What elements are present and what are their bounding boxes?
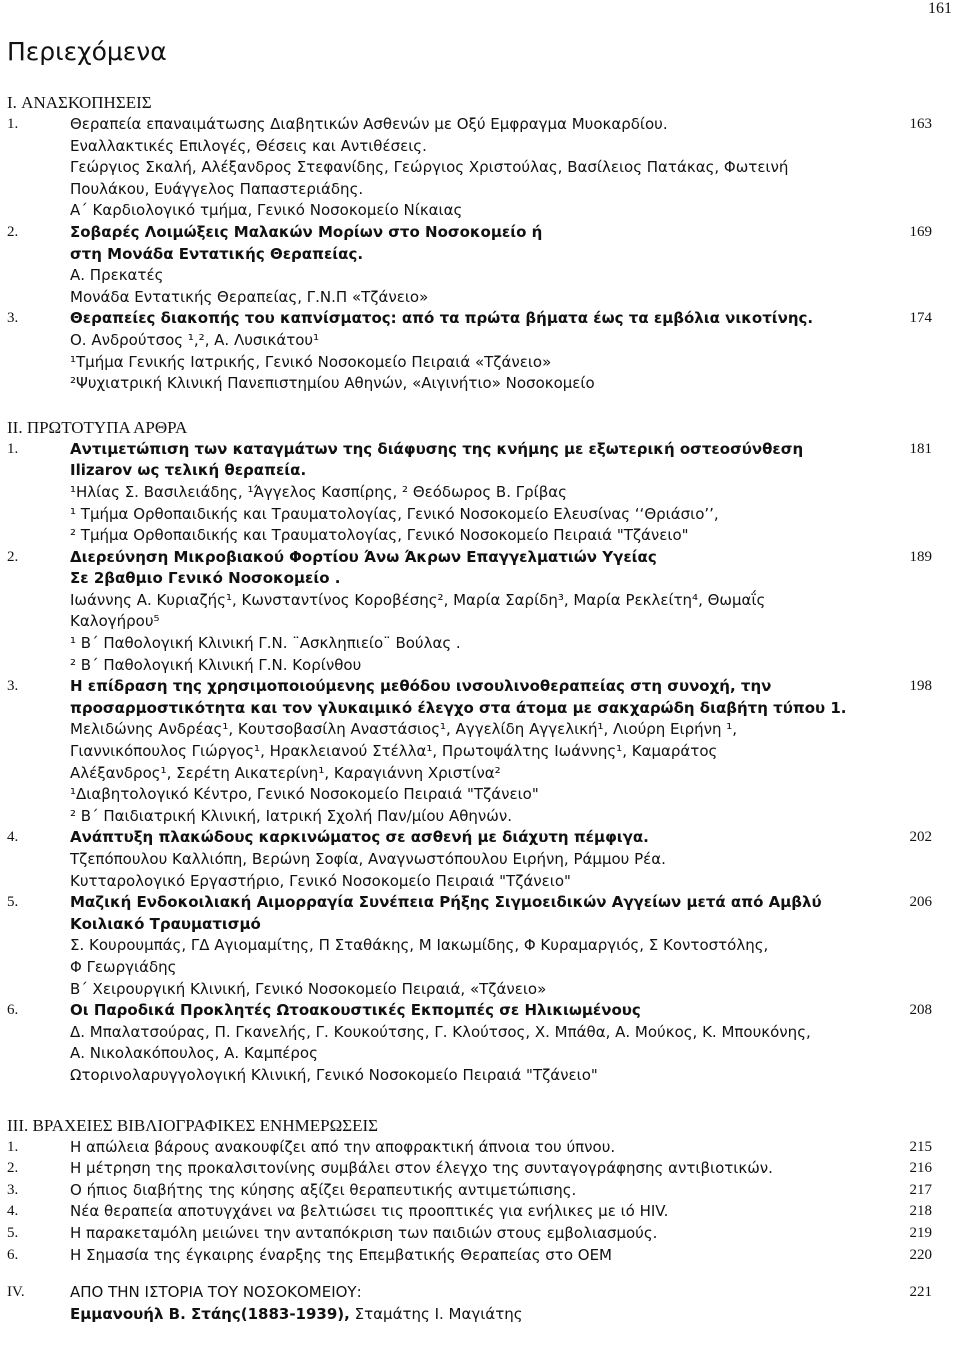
entry-detail: Γεώργιος Σκαλή, Αλέξανδρος Στεφανίδης, Γεώργιος Χριστούλας, Βασίλειος Πατάκας, Φωτεινή [70, 158, 789, 177]
entry-number: 3. [7, 310, 19, 327]
entry-detail: Τζεπόπουλου Καλλιόπη, Βερώνη Σοφία, Αναγνωστόπουλου Ειρήνη, Ράμμου Ρέα. [70, 850, 666, 868]
entry-detail: Μελιδώνης Ανδρέας¹, Κουτσοβασίλη Αναστάσιος¹, Αγγελίδη Αγγελική¹, Λιούρη Ειρήνη ¹, [70, 720, 738, 739]
section-heading: I. ΑΝΑΣΚΟΠΗΣΕΙΣ [7, 93, 152, 112]
entry-detail: Γιαννικόπουλος Γιώργος¹, Ηρακλειανού Στέλλα¹, Πρωτοψάλτης Ιωάννης¹, Καμαράτος [70, 742, 718, 761]
toc-entry[interactable] [7, 827, 932, 892]
section-heading: II. ΠΡΩΤΟΤΥΠΑ ΑΡΘΡΑ [7, 417, 188, 437]
entry-title: Οι Παροδικά Προκλητές Ωτοακουστικές Εκπομπές σε Ηλικιωμένους [70, 1001, 641, 1020]
entry-number: 2. [7, 223, 19, 240]
entry-title: Θεραπεία επαναιμάτωσης Διαβητικών Ασθενών με Οξύ Εμφραγμα Μυοκαρδίου. [70, 115, 668, 133]
entry-number: 1. [7, 1138, 19, 1155]
toc-entry[interactable] [7, 676, 932, 827]
entry-detail: Α΄ Καρδιολογικό τμήμα, Γενικό Νοσοκομείο Νίκαιας [70, 201, 463, 220]
table-of-contents [7, 92, 932, 1325]
entry-number: 2. [7, 548, 19, 565]
entry-detail: ²Ψυχιατρική Κλινική Πανεπιστημίου Αθηνών, «Αιγινήτιο» Νοσοκομείο [70, 374, 595, 393]
toc-entry[interactable] [7, 892, 932, 1000]
toc-entry[interactable] [7, 308, 932, 394]
entry-title: Νέα θεραπεία αποτυγχάνει να βελτιώσει τις προοπτικές για ενήλικες με ιό HIV. [70, 1202, 669, 1221]
entry-page: 220 [909, 1246, 932, 1263]
entry-title: Η επίδραση της χρησιμοποιούμενης μεθόδου ινσουλινοθεραπείας στη συνοχή, την [70, 677, 772, 696]
entry-detail: ² Β΄ Παθολογική Κλινική Γ.Ν. Κορίνθου [70, 655, 362, 674]
entry-page: 189 [909, 548, 932, 565]
entry-title: Εναλλακτικές Επιλογές, Θέσεις και Αντιθέσεις. [70, 136, 427, 155]
entry-number: 4. [7, 1203, 19, 1220]
entry-number: 4. [7, 829, 19, 846]
entry-detail: ² Β΄ Παιδιατρική Κλινική, Ιατρική Σχολή Παν/μίου Αθηνών. [70, 806, 512, 825]
entry-detail: Σ. Κουρουμπάς, ΓΔ Αγιομαμίτης, Π Σταθάκης, Μ Ιακωμίδης, Φ Κυραμαργιός, Σ Κοντοστόλης, [70, 936, 769, 955]
entry-number: IV. [7, 1284, 25, 1301]
entry-detail: ¹ Τμήμα Ορθοπαιδικής και Τραυματολογίας, Γενικό Νοσοκομείο Ελευσίνας ‘‘Θριάσιο’’, [70, 504, 719, 523]
entry-number: 3. [7, 1181, 19, 1198]
entry-detail: ² Τμήμα Ορθοπαιδικής και Τραυματολογίας, Γενικό Νοσοκομείο Πειραιά "Τζάνειο" [70, 526, 689, 545]
entry-title: Αντιμετώπιση των καταγμάτων της διάφυσης της κνήμης με εξωτερική οστεοσύνθεση [70, 439, 804, 458]
entry-title: Η απώλεια βάρους ανακουφίζει από την αποφρακτική άπνοια του ύπνου. [70, 1137, 616, 1156]
entry-author: Εμμανουήλ Β. Στάης(1883-1939), Σταμάτης Ι. Μαγιάτης [70, 1304, 523, 1323]
entry-title: προσαρμοστικότητα και τον γλυκαιμικό έλεγχο στα άτομα με σακχαρώδη διαβήτη τύπου 1. [70, 698, 847, 717]
entry-page: 174 [909, 310, 932, 327]
entry-title: ΑΠΟ ΤΗΝ ΙΣΤΟΡΙΑ ΤΟΥ ΝΟΣΟΚΟΜΕΙΟΥ: [70, 1283, 362, 1302]
entry-number: 5. [7, 894, 19, 911]
entry-title: Η Σημασία της έγκαιρης έναρξης της Επεμβατικής Θεραπείας στο ΟΕΜ [70, 1245, 612, 1264]
entry-page: 216 [909, 1160, 932, 1177]
entry-detail: Ωτορινολαρυγγολογική Κλινική, Γενικό Νοσοκομείο Πειραιά "Τζάνειο" [70, 1065, 598, 1084]
entry-title: Η μέτρηση της προκαλσιτονίνης συμβάλει στον έλεγχο της συνταγογράφησης αντιβιοτικών. [70, 1159, 773, 1178]
entry-title: Σοβαρές Λοιμώξεις Μαλακών Μορίων στο Νοσοκομείο ή [70, 222, 543, 241]
section-heading: III. ΒΡΑΧΕΙΕΣ ΒΙΒΛΙΟΓΡΑΦΙΚΕΣ ΕΝΗΜΕΡΩΣΕΙΣ [7, 1115, 379, 1135]
entry-title: Σε 2βαθμιο Γενικό Νοσοκομείο . [70, 569, 341, 588]
toc-entry[interactable] [7, 1245, 932, 1267]
entry-page: 169 [909, 223, 932, 240]
toc-entry[interactable] [7, 547, 932, 677]
entry-page: 181 [909, 440, 932, 457]
entry-title: Ilizarov ως τελική θεραπεία. [70, 461, 307, 480]
entry-page: 218 [909, 1203, 932, 1220]
entry-number: 6. [7, 1246, 19, 1263]
entry-number: 2. [7, 1160, 19, 1177]
entry-page: 198 [909, 678, 932, 695]
entry-number: 3. [7, 678, 19, 695]
entry-title: στη Μονάδα Εντατικής Θεραπείας. [70, 244, 364, 263]
toc-entry[interactable] [7, 1000, 932, 1086]
entry-page: 163 [909, 116, 932, 132]
toc-entry[interactable] [7, 1282, 932, 1325]
entry-detail: ¹ Β΄ Παθολογική Κλινική Γ.Ν. ¨Ασκληπιείο¨ Βούλας . [70, 634, 461, 653]
toc-entry[interactable] [7, 1137, 932, 1159]
entry-detail: Μονάδα Εντατικής Θεραπείας, Γ.Ν.Π «Τζάνειο» [70, 287, 429, 306]
entry-number: 5. [7, 1224, 19, 1241]
toc-entry[interactable] [7, 1223, 932, 1245]
entry-detail: Α. Πρεκατές [70, 266, 164, 285]
entry-title: Διερεύνηση Μικροβιακού Φορτίου Άνω Άκρων Επαγγελματιών Υγείας [70, 547, 657, 566]
entry-number: 1. [7, 440, 19, 457]
entry-page: 202 [909, 829, 932, 846]
entry-title: Κοιλιακό Τραυματισμό [70, 914, 261, 933]
entry-detail: Αλέξανδρος¹, Σερέτη Αικατερίνη¹, Καραγιάννη Χριστίνα² [70, 763, 501, 782]
entry-detail: Ο. Ανδρούτσος ¹,²‚ Α. Λυσικάτου¹ [70, 330, 320, 349]
entry-page: 208 [909, 1002, 932, 1019]
toc-entry[interactable] [7, 114, 932, 222]
entry-number: 1. [7, 116, 19, 132]
entry-title: Ανάπτυξη πλακώδους καρκινώματος σε ασθενή με διάχυτη πέμφιγα. [70, 828, 649, 847]
entry-detail: Δ. Μπαλατσούρας, Π. Γκανελής, Γ. Κουκούτσης, Γ. Κλούτσος, Χ. Μπάθα, Α. Μούκος, Κ. Μπουκόνης, [70, 1022, 811, 1041]
toc-entry[interactable] [7, 222, 932, 308]
page-title: Περιεχόμενα [7, 37, 167, 66]
page-number: 161 [928, 0, 952, 17]
entry-detail: Ιωάννης Α. Κυριαζής¹, Κωνσταντίνος Κοροβέσης², Μαρία Σαρίδη³, Μαρία Ρεκλείτη⁴, Θωμαΐς [70, 590, 766, 609]
toc-entry[interactable] [7, 1201, 932, 1223]
entry-page: 206 [909, 894, 932, 911]
entry-detail: ¹Τμήμα Γενικής Ιατρικής, Γενικό Νοσοκομείο Πειραιά «Τζάνειο» [70, 352, 552, 371]
entry-detail: Α. Νικολακόπουλος, Α. Καμπέρος [70, 1044, 318, 1063]
entry-title: Η παρακεταμόλη μειώνει την ανταπόκριση των παιδιών στους εμβολιασμούς. [70, 1223, 658, 1242]
entry-title: Ο ήπιος διαβήτης της κύησης αξίζει θεραπευτικής αντιμετώπισης. [70, 1180, 577, 1199]
entry-detail: Φ Γεωργιάδης [70, 957, 177, 976]
toc-entry[interactable] [7, 1158, 932, 1180]
entry-page: 221 [909, 1284, 932, 1301]
entry-page: 215 [909, 1138, 932, 1155]
entry-detail: Πουλάκου, Ευάγγελος Παπαστεριάδης. [70, 179, 364, 198]
entry-detail: Καλογήρου⁵ [70, 612, 160, 631]
entry-page: 217 [909, 1181, 932, 1198]
entry-title: Μαζική Ενδοκοιλιακή Αιμορραγία Συνέπεια Ρήξης Σιγμοειδικών Αγγείων μετά από Αμβλύ [70, 893, 822, 912]
entry-detail: ¹Ηλίας Σ. Βασιλειάδης, ¹Άγγελος Κασπίρης, ² Θεόδωρος Β. Γρίβας [70, 482, 567, 501]
toc-entry[interactable] [7, 439, 932, 547]
entry-title: Θεραπείες διακοπής του καπνίσματος: από τα πρώτα βήματα έως τα εμβόλια νικοτίνης. [70, 309, 814, 328]
entry-detail: Κυτταρολογικό Εργαστήριο, Γενικό Νοσοκομείο Πειραιά "Τζάνειο" [70, 871, 571, 890]
entry-page: 219 [909, 1224, 932, 1241]
entry-detail: ¹Διαβητολογικό Κέντρο, Γενικό Νοσοκομείο Πειραιά "Τζάνειο" [70, 785, 539, 804]
entry-number: 6. [7, 1002, 19, 1019]
entry-detail: Β΄ Χειρουργική Κλινική, Γενικό Νοσοκομείο Πειραιά, «Τζάνειο» [70, 979, 547, 998]
toc-entry[interactable] [7, 1180, 932, 1202]
